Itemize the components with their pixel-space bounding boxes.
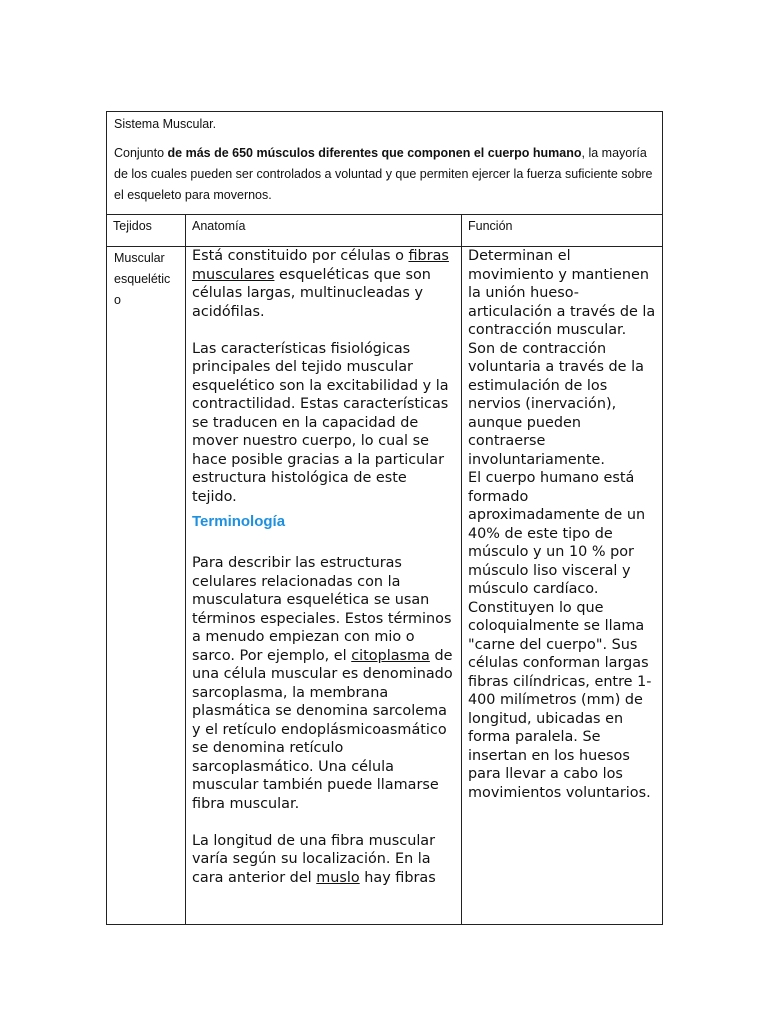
funcion-paragraph: El cuerpo humano está formado aproximadamente de un 40% de este tipo de músculo y un 10 % por músculo liso visceral y músculo cardíaco. Constituyen lo que coloquialmente se llama "carne del cuerpo". Sus células conforman largas fibras cilíndricas, entre 1-400 milímetros (mm) de longitud, ubicadas en forma paralela. Se insertan en los huesos para llevar a cabo los movimientos voluntarios.	[468, 470, 652, 801]
section-title: Sistema Muscular.	[114, 117, 217, 131]
fibras-musculares-link[interactable]: fibras musculares	[192, 248, 449, 283]
text-span: hay fibras	[359, 869, 436, 886]
text-span: Para describir las estructuras celulares relacionadas con la musculatura esquelética se usan términos especiales. Estos términos a menudo empiezan con mio o sarco. Por ejemplo, el	[192, 555, 452, 664]
header-funcion: Función	[462, 215, 663, 247]
table-row	[107, 247, 663, 925]
intro-rest: , la mayoría de los cuales pueden ser controlados a voluntad y que permiten ejercer la fuerza suficiente sobre el esqueleto para movernos.	[114, 146, 653, 202]
intro-lead: Conjunto	[114, 146, 168, 160]
tejido-line: o	[114, 293, 121, 307]
header-tejidos: Tejidos	[107, 215, 186, 247]
tejido-cell	[107, 247, 186, 925]
header-anatomia: Anatomía	[186, 215, 462, 247]
content-table	[106, 111, 663, 925]
tejido-line: Muscular	[114, 251, 165, 265]
anatomia-cell	[186, 247, 462, 925]
anatomia-paragraph	[192, 832, 455, 888]
funcion-cell	[462, 247, 663, 925]
text-span: esqueléticas que son células largas, multinucleadas y acidófilas.	[192, 266, 431, 320]
tejido-line: esquelétic	[114, 272, 171, 286]
text-span: Está constituido por células o	[192, 248, 409, 264]
intro-paragraph	[114, 143, 656, 206]
text-span: de una célula muscular es denominado sarcoplasma, la membrana plasmática se denomina sarcolema y el retículo endoplásmicoasmático se denomina retículo sarcoplasmático. Una célula muscular también puede llamarse fibra muscular.	[192, 647, 453, 812]
funcion-paragraph: Determinan el movimiento y mantienen la unión hueso-articulación a través de la contracción muscular. Son de contracción voluntaria a través de la estimulación de los nervios (inervación), aunque pueden contraerse involuntariamente.	[468, 248, 656, 468]
terminologia-heading: Terminología	[192, 513, 286, 530]
text-span: La longitud de una fibra muscular varía según su localización. En la cara anterior del	[192, 832, 436, 886]
intro-bold: de más de 650 músculos diferentes que componen el cuerpo humano	[167, 146, 582, 160]
anatomia-paragraph	[192, 247, 455, 321]
anatomia-paragraph	[192, 554, 455, 813]
citoplasma-link[interactable]: citoplasma	[351, 647, 430, 664]
intro-cell	[107, 112, 663, 215]
anatomia-paragraph: Las características fisiológicas principales del tejido muscular esquelético son la excitabilidad y la contractilidad. Estas características se traducen en la capacidad de mover nuestro cuerpo, lo cual se hace posible gracias a la particular estructura histológica de este tejido.	[192, 340, 449, 505]
header-row	[107, 215, 663, 247]
muslo-link[interactable]: muslo	[316, 869, 360, 886]
intro-row	[107, 112, 663, 215]
